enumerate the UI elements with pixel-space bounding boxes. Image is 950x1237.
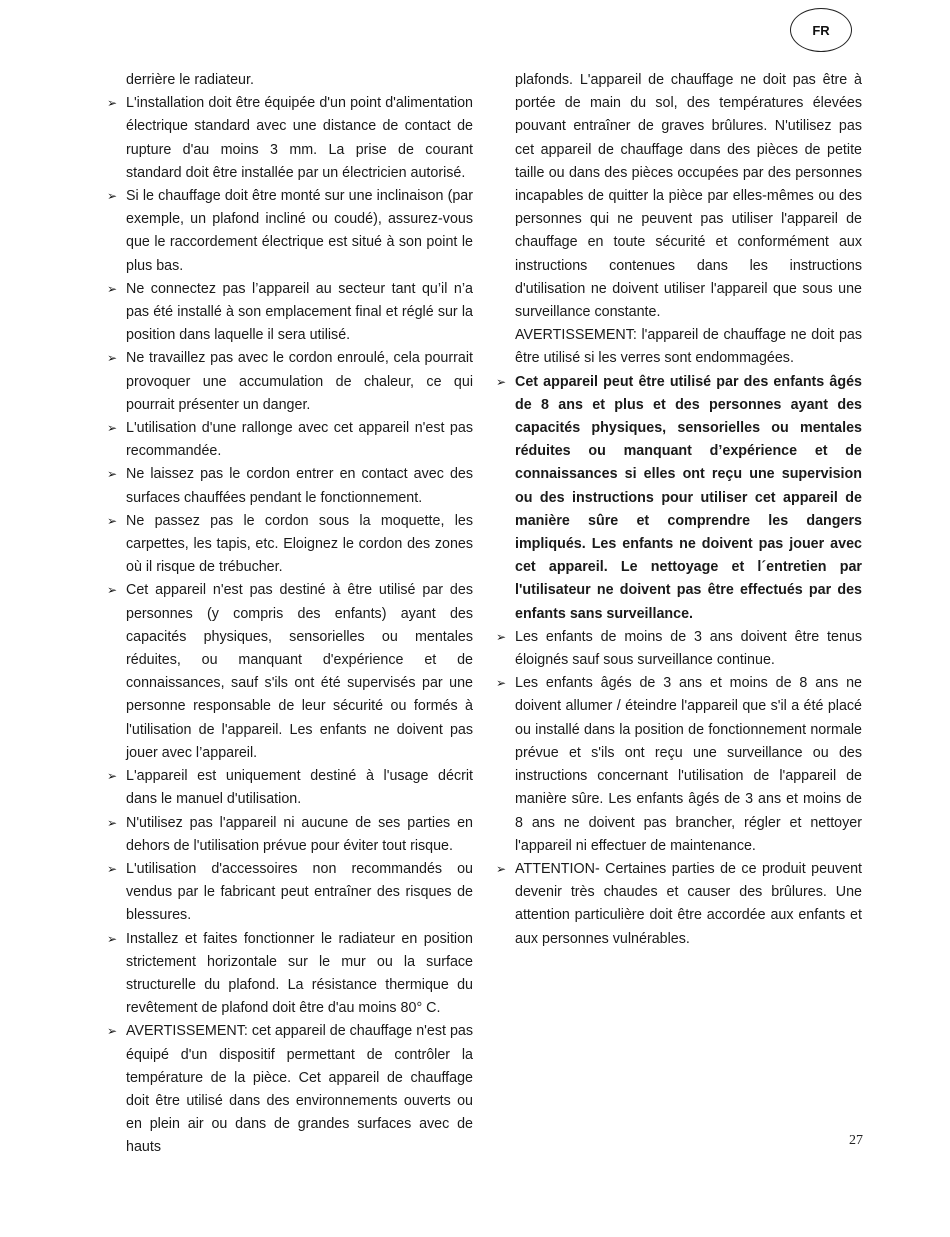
paragraph-text: Si le chauffage doit être monté sur une inclinaison (par exemple, un plafond incliné ou coudé), assurez-vous que le raccordement électrique est situé à son point le plus bas. xyxy=(126,188,473,274)
arrowhead-bullet-icon: ➢ xyxy=(107,189,118,204)
bullet-item xyxy=(107,1020,473,1159)
arrowhead-bullet-icon: ➢ xyxy=(107,583,118,598)
arrowhead-bullet-icon: ➢ xyxy=(107,421,118,436)
left-column xyxy=(107,69,473,1160)
bullet-item xyxy=(107,765,473,811)
arrowhead-bullet-icon: ➢ xyxy=(107,769,118,784)
paragraph-text: Ne passez pas le cordon sous la moquette, les carpettes, les tapis, etc. Eloignez le cordon des zones où il risque de trébucher. xyxy=(126,512,473,576)
arrowhead-bullet-icon: ➢ xyxy=(107,1024,118,1039)
right-column xyxy=(496,69,862,951)
paragraph xyxy=(496,324,862,370)
paragraph-text: plafonds. L'appareil de chauffage ne doit pas être à portée de main du sol, des températures élevées pouvant entraîner de graves brûlures. N'utilisez pas cet appareil de chauffage dans des pièces de petite taille ou dans des pièces occupées par des personnes incapables de quitter la pièce par elles-mêmes ou des personnes qui ne peuvent pas utiliser l'appareil de chauffage en toute sécurité et conformément aux instructions contenues dans les instructions d'utilisation ne doivent utiliser l'appareil que sous une surveillance constante. xyxy=(515,72,862,321)
bullet-item xyxy=(107,463,473,509)
arrowhead-bullet-icon: ➢ xyxy=(107,815,118,830)
paragraph-text: Ne connectez pas l’appareil au secteur tant qu’il n’a pas été installé à son emplacement final et réglé sur la position dans laquelle il sera utilisé. xyxy=(126,280,473,344)
bullet-item xyxy=(107,278,473,348)
paragraph xyxy=(496,69,862,324)
paragraph-text: derrière le radiateur. xyxy=(126,72,254,88)
bullet-item xyxy=(107,510,473,580)
arrowhead-bullet-icon: ➢ xyxy=(496,374,507,389)
paragraph-text: Les enfants âgés de 3 ans et moins de 8 ans ne doivent allumer / éteindre l'appareil que s'il a été placé ou installé dans la position de fonctionnement normale prévue et s'ils ont reçu une surveillance ou des instructions concernant l'utilisation de l'appareil de manière sûre. Les enfants âgés de 3 ans et moins de 8 ans ne doivent pas brancher, régler et nettoyer l'appareil ni effectuer de maintenance. xyxy=(515,675,862,854)
bullet-item xyxy=(107,858,473,928)
paragraph-text: AVERTISSEMENT: cet appareil de chauffage n'est pas équipé d'un dispositif permettant de contrôler la température de la pièce. Cet appareil de chauffage doit être utilisé dans des environnements ouverts ou en plein air ou dans de grandes surfaces avec de hauts xyxy=(126,1023,473,1156)
bullet-item xyxy=(107,417,473,463)
bullet-item xyxy=(496,858,862,951)
arrowhead-bullet-icon: ➢ xyxy=(107,513,118,528)
bullet-item xyxy=(107,928,473,1021)
paragraph-text: Les enfants de moins de 3 ans doivent être tenus éloignés sauf sous surveillance continue. xyxy=(515,628,862,669)
arrowhead-bullet-icon: ➢ xyxy=(496,861,507,876)
paragraph-text: Installez et faites fonctionner le radiateur en position strictement horizontale sur le mur ou la surface structurelle du plafond. La résistance thermique du revêtement de plafond doit être d'au moins 80° C. xyxy=(126,930,473,1017)
paragraph-text: L'installation doit être équipée d'un point d'alimentation électrique standard avec une distance de contact de rupture d'au moins 3 mm. La prise de courant standard doit être installée par un électricien autorisé. xyxy=(126,95,473,181)
paragraph-text: L'utilisation d'une rallonge avec cet appareil n'est pas recommandée. xyxy=(126,420,473,460)
arrowhead-bullet-icon: ➢ xyxy=(107,96,118,111)
paragraph-text: AVERTISSEMENT: l'appareil de chauffage ne doit pas être utilisé si les verres sont endommagées. xyxy=(515,327,862,367)
paragraph-text: ATTENTION- Certaines parties de ce produit peuvent devenir très chaudes et causer des brûlures. Une attention particulière doit être accordée aux enfants et aux personnes vulnérables. xyxy=(515,860,862,947)
arrowhead-bullet-icon: ➢ xyxy=(107,351,118,366)
paragraph-text: Ne travaillez pas avec le cordon enroulé, cela pourrait provoquer une accumulation de chaleur, ce qui pourrait présenter un danger. xyxy=(126,350,473,413)
arrowhead-bullet-icon: ➢ xyxy=(107,281,118,296)
paragraph xyxy=(107,69,473,92)
bullet-item xyxy=(107,92,473,185)
arrowhead-bullet-icon: ➢ xyxy=(496,676,507,691)
bullet-item xyxy=(107,185,473,278)
arrowhead-bullet-icon: ➢ xyxy=(107,861,118,876)
paragraph-text: Ne laissez pas le cordon entrer en contact avec des surfaces chauffées pendant le fonctionnement. xyxy=(126,466,473,506)
bullet-item xyxy=(107,579,473,765)
arrowhead-bullet-icon: ➢ xyxy=(107,467,118,482)
bullet-item xyxy=(496,672,862,858)
language-badge: FR xyxy=(790,8,852,52)
paragraph-text: N'utilisez pas l'appareil ni aucune de ses parties en dehors de l'utilisation prévue pour éviter tout risque. xyxy=(126,814,473,854)
paragraph-text: L'utilisation d'accessoires non recommandés ou vendus par le fabricant peut entraîner des risques de blessures. xyxy=(126,860,473,924)
bullet-item xyxy=(496,626,862,672)
bullet-item xyxy=(107,812,473,858)
bullet-item xyxy=(496,371,862,626)
arrowhead-bullet-icon: ➢ xyxy=(496,629,507,644)
arrowhead-bullet-icon: ➢ xyxy=(107,931,118,946)
paragraph-text: L'appareil est uniquement destiné à l'usage décrit dans le manuel d'utilisation. xyxy=(126,768,473,808)
paragraph-text: Cet appareil peut être utilisé par des enfants âgés de 8 ans et plus et des personnes ayant des capacités physiques, sensorielles ou mentales réduites ou manquant d’expérience et de connaissances si elles ont reçu une supervision ou des instructions pour utiliser cet appareil de manière sûre et comprendre les dangers impliqués. Les enfants ne doivent pas jouer avec cet appareil. Le nettoyage et l´entretien par l'utilisateur ne doivent pas être effectués par des enfants sans surveillance. xyxy=(515,373,862,622)
bullet-item xyxy=(107,347,473,417)
page-number: 27 xyxy=(849,1133,863,1148)
paragraph-text: Cet appareil n'est pas destiné à être utilisé par des personnes (y compris des enfants) ayant des capacités physiques, sensorielles ou mentales réduites, ou manquant d'expérience et de connaissances, sauf s'ils ont été supervisés par une personne responsable de leur sécurité ou formés à l'utilisation de l'appareil. Les enfants ne doivent pas jouer avec l’appareil. xyxy=(126,582,473,761)
